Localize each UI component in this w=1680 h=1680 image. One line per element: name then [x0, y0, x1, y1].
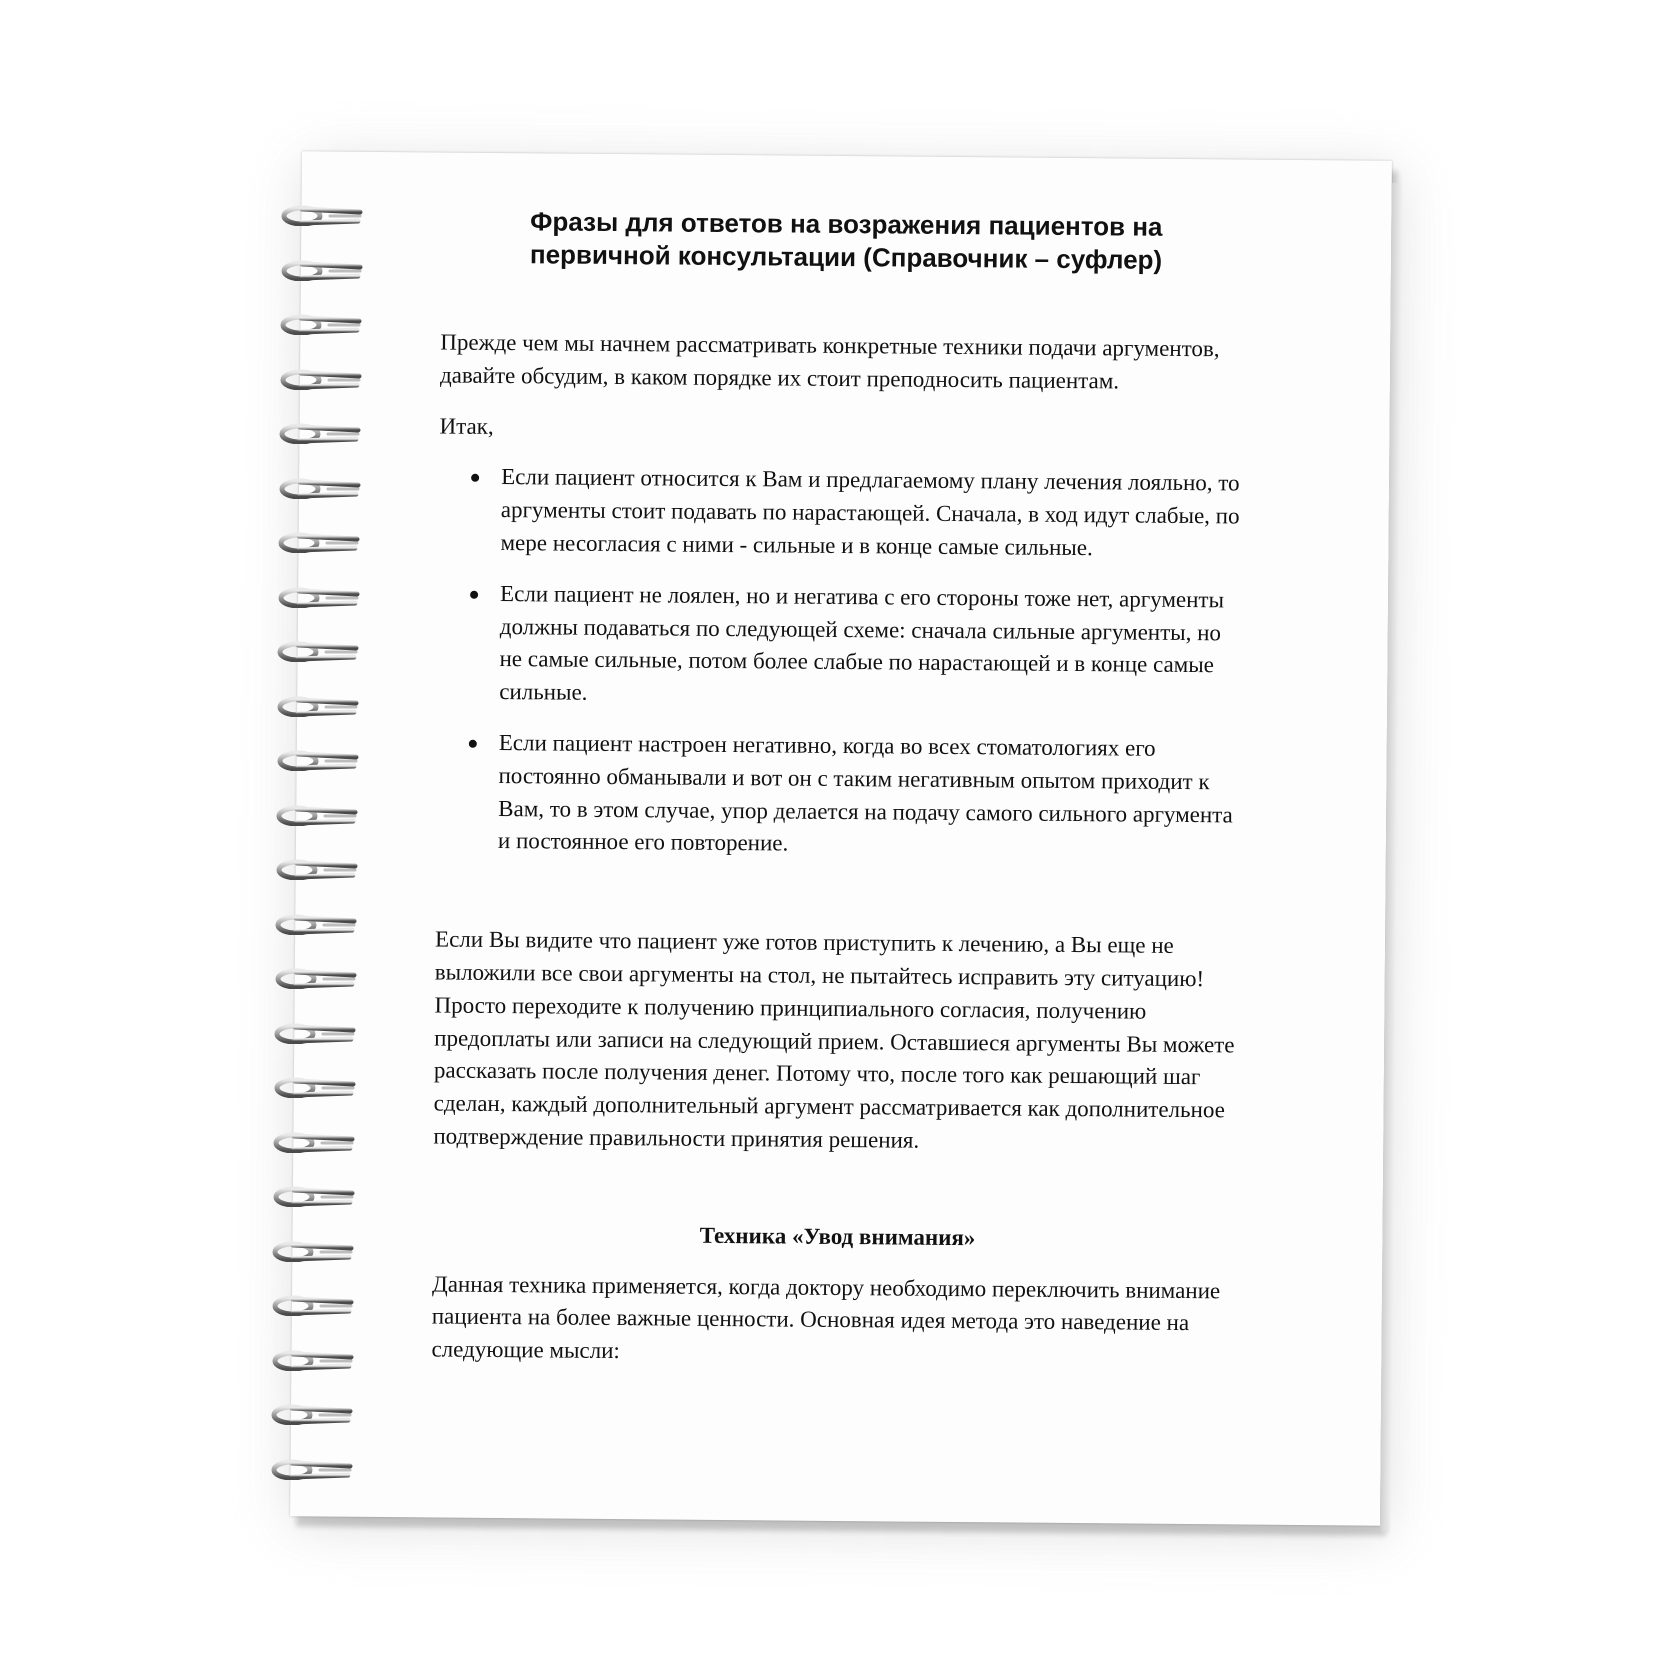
page-content	[431, 204, 1251, 1391]
spiral-ring-icon	[280, 259, 366, 281]
spiral-ring-icon	[276, 640, 362, 662]
spiral-ring-icon	[271, 1240, 357, 1262]
bullet-text: Если пациент настроен негативно, когда во всех стоматологиях его постоянно обманывали и вот он с таким негативным опытом приходит к Вам, то в этом случае, упор делается на подачу самого сильного аргумента и постоянное его повторение.	[497, 729, 1233, 856]
bullet-icon	[471, 474, 479, 482]
spiral-ring-icon	[280, 204, 366, 226]
spiral-ring-icon	[272, 1131, 358, 1153]
spiral-ring-icon	[274, 967, 360, 989]
notebook-page	[290, 151, 1392, 1525]
spiral-ring-icon	[277, 531, 363, 553]
spiral-ring-icon	[276, 749, 362, 771]
spiral-ring-icon	[274, 913, 360, 935]
bullet-text: Если пациент относится к Вам и предлагаемому плану лечения лояльно, то аргументы стоит подавать по нарастающей. Сначала, в ход идут слабые, по мере несогласия с ними - сильные и в конце самые сильные.	[500, 464, 1240, 561]
bullet-icon	[469, 740, 477, 748]
bullet-icon	[470, 591, 478, 599]
page-edge	[1380, 183, 1402, 1533]
title-line-1: Фразы для ответов на возражения пациентов на	[530, 206, 1163, 242]
section-heading: Техника «Увод внимания»	[699, 1222, 976, 1250]
document-title	[441, 204, 1252, 277]
spiral-ring-icon	[270, 1458, 356, 1480]
spiral-ring-icon	[275, 804, 361, 826]
spiral-ring-icon	[279, 313, 365, 335]
spiral-ring-icon	[278, 422, 364, 444]
title-line-2: первичной консультации (Справочник – суфлер)	[529, 239, 1163, 275]
bullet-list	[436, 461, 1249, 865]
spiral-ring-icon	[276, 695, 362, 717]
spiral-ring-icon	[272, 1185, 358, 1207]
spiral-ring-icon	[271, 1349, 357, 1371]
spiral-ring-icon	[271, 1294, 357, 1316]
spiral-ring-icon	[273, 1022, 359, 1044]
bullet-item	[437, 577, 1248, 715]
spiral-ring-icon	[278, 477, 364, 499]
bullet-item	[436, 726, 1247, 864]
bullet-text: Если пациент не лоялен, но и негатива с его стороны тоже нет, аргументы должны подаваться по следующей схеме: сначала сильные аргументы, но не самые сильные, потом более слабые по нарастающей и в конце самые сильные.	[499, 580, 1225, 705]
lead-text: Итак,	[439, 413, 494, 439]
intro-paragraph: Прежде чем мы начнем рассматривать конкретные техники подачи аргументов, давайте обсудим, в каком порядке их стоит преподносить пациентам.	[439, 329, 1220, 394]
spiral-ring-icon	[279, 368, 365, 390]
spiral-ring-icon	[270, 1403, 356, 1425]
bullet-item	[438, 461, 1249, 566]
spiral-ring-icon	[275, 858, 361, 880]
spiral-ring-icon	[277, 586, 363, 608]
section-paragraph: Данная техника применяется, когда доктору необходимо переключить внимание пациента на более важные ценности. Основная идея метода это наведение на следующие мысли:	[431, 1270, 1221, 1364]
advice-paragraph: Если Вы видите что пациент уже готов приступить к лечению, а Вы еще не выложили все свои аргументы на стол, не пытайтесь исправить эту ситуацию! Просто переходите к получению принципиального согласия, получению предоплаты или записи на следующий прием. Оставшиеся аргументы Вы можете рассказать после получения денег. Потому что, после того как решающий шаг сделан, каждый дополнительный аргумент рассматривается как дополнительное подтверждение правильности принятия решения.	[433, 926, 1235, 1153]
spiral-ring-icon	[273, 1076, 359, 1098]
